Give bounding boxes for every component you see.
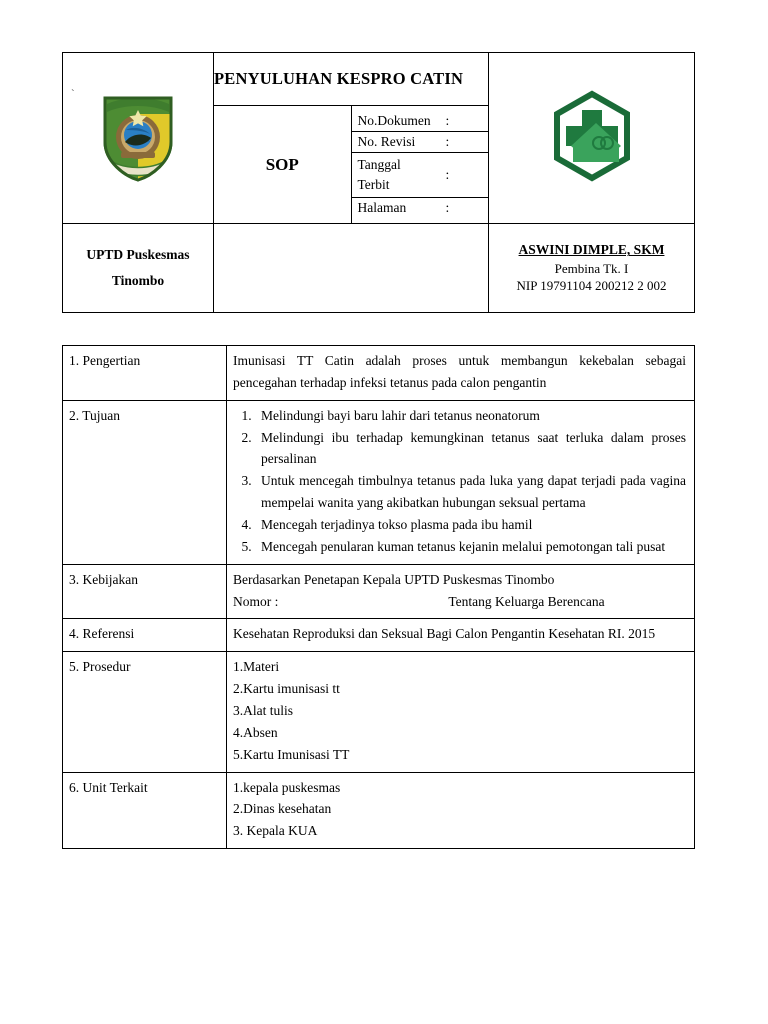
- meta-value-halaman[interactable]: [462, 198, 489, 219]
- section-label-referensi: 4. Referensi: [63, 619, 227, 652]
- list-item: 5. Mencegah penularan kuman tetanus kejanin melalui pemotongan tali pusat: [255, 536, 686, 558]
- unit-name-cell: [63, 224, 214, 313]
- kabupaten-crest-icon: [99, 90, 177, 182]
- prosedur-list: [233, 656, 686, 765]
- metadata-cell: [351, 106, 489, 224]
- signature-blank-cell: [214, 224, 489, 313]
- table-row-prosedur: [63, 652, 695, 772]
- signatory-name: ASWINI DIMPLE, SKM: [518, 242, 665, 258]
- puskesmas-green-cross-icon: [551, 90, 633, 182]
- table-row-kebijakan: [63, 564, 695, 619]
- unit-terkait-list: [233, 777, 686, 843]
- section-content-unit-terkait: [227, 772, 695, 849]
- section-content-kebijakan: [227, 564, 695, 619]
- meta-colon-tanggalterbit: :: [446, 153, 462, 198]
- section-content-referensi: Kesehatan Reproduksi dan Seksual Bagi Calon Pengantin Kesehatan RI. 2015: [227, 619, 695, 652]
- meta-value-norevisi[interactable]: [462, 132, 489, 153]
- meta-colon-norevisi: :: [446, 132, 462, 153]
- list-item: 1.Materi: [233, 659, 280, 675]
- list-item: 1.kepala puskesmas: [233, 779, 341, 795]
- signatory-nip: NIP 19791104 200212 2 002: [516, 278, 667, 294]
- section-label-unit-terkait: 6. Unit Terkait: [63, 772, 227, 849]
- signature-block: [489, 224, 695, 313]
- list-item: 2. Melindungi ibu terhadap kemungkinan tetanus saat terluka dalam proses persalinan: [255, 427, 686, 471]
- document-header-table: [62, 52, 695, 313]
- tujuan-list: [233, 405, 686, 558]
- list-item: 3.Alat tulis: [233, 703, 293, 719]
- meta-row-tanggalterbit: [352, 153, 489, 198]
- list-item: 1. Melindungi bayi baru lahir dari tetanus neonatorum: [255, 405, 686, 427]
- left-logo-cell: [63, 53, 214, 224]
- list-item: 2.Kartu imunisasi tt: [233, 681, 340, 697]
- kebijakan-line1: Berdasarkan Penetapan Kepala UPTD Puskesmas Tinombo: [233, 571, 555, 587]
- meta-label-tanggal-line2: Terbit: [357, 177, 390, 192]
- meta-row-halaman: [352, 198, 489, 219]
- right-logo-cell: [489, 53, 695, 224]
- unit-name-line2: Tinombo: [111, 273, 165, 288]
- meta-label-halaman: Halaman: [352, 198, 446, 219]
- table-row-tujuan: [63, 400, 695, 564]
- kebijakan-nomor-row: [233, 591, 686, 613]
- meta-colon-nodokumen: :: [446, 111, 462, 132]
- meta-value-tanggalterbit[interactable]: [462, 153, 489, 198]
- section-content-tujuan: [227, 400, 695, 564]
- list-item: 3. Kepala KUA: [233, 823, 318, 839]
- signatory-rank: Pembina Tk. I: [554, 260, 629, 276]
- list-item: 4. Mencegah terjadinya tokso plasma pada ibu hamil: [255, 514, 686, 536]
- stray-tick-mark: `: [71, 88, 75, 100]
- section-label-pengertian: 1. Pengertian: [63, 346, 227, 401]
- meta-label-nodokumen: No.Dokumen: [352, 111, 446, 132]
- header-top-row: [63, 53, 695, 106]
- meta-row-nodokumen: [352, 111, 489, 132]
- kebijakan-tentang: Tentang Keluarga Berencana: [448, 593, 605, 609]
- table-row-unit-terkait: [63, 772, 695, 849]
- list-item: 2.Dinas kesehatan: [233, 801, 332, 817]
- meta-label-tanggal-line1: Tanggal: [357, 157, 401, 173]
- section-content-prosedur: [227, 652, 695, 772]
- meta-label-tanggalterbit: [352, 153, 446, 198]
- meta-colon-halaman: :: [446, 198, 462, 219]
- section-label-tujuan: 2. Tujuan: [63, 400, 227, 564]
- header-bottom-row: [63, 224, 695, 313]
- section-label-prosedur: 5. Prosedur: [63, 652, 227, 772]
- sop-content-table: [62, 345, 695, 849]
- meta-value-nodokumen[interactable]: [462, 111, 489, 132]
- list-item: 5.Kartu Imunisasi TT: [233, 746, 350, 762]
- list-item: 3. Untuk mencegah timbulnya tetanus pada luka yang dapat terjadi pada vagina mempelai wanita yang akibatkan hubungan seksual pertama: [255, 470, 686, 514]
- section-content-pengertian: Imunisasi TT Catin adalah proses untuk membangun kekebalan sebagai pencegahan terhadap infeksi tetanus pada calon pengantin: [227, 346, 695, 401]
- metadata-table: [352, 111, 489, 218]
- document-title: PENYULUHAN KESPRO CATIN: [214, 53, 489, 106]
- kebijakan-nomor-label: Nomor :: [233, 593, 279, 609]
- unit-name-line1: UPTD Puskesmas: [86, 247, 190, 263]
- sop-label: SOP: [214, 106, 352, 224]
- meta-label-norevisi: No. Revisi: [352, 132, 446, 153]
- table-row-referensi: [63, 619, 695, 652]
- meta-row-norevisi: [352, 132, 489, 153]
- list-item: 4.Absen: [233, 724, 278, 740]
- table-row-pengertian: [63, 346, 695, 401]
- section-label-kebijakan: 3. Kebijakan: [63, 564, 227, 619]
